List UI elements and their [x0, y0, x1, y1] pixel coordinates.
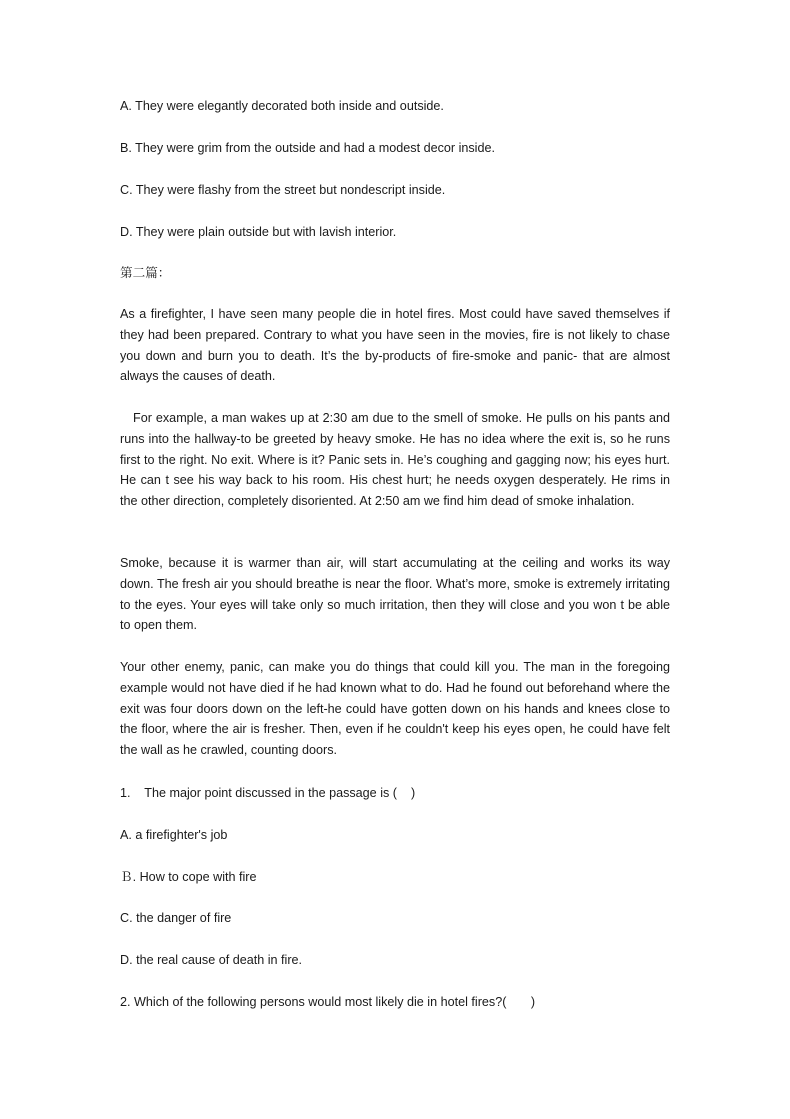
- passage1-option-b: B. They were grim from the outside and had a modest decor inside.: [120, 141, 495, 155]
- question1-option-d: D. the real cause of death in fire.: [120, 953, 303, 967]
- question2-stem: 2. Which of the following persons would most likely die in hotel fires?( ): [120, 995, 536, 1009]
- passage2-paragraph-3: Smoke, because it is warmer than air, will start accumulating at the ceiling and works its way down. The fresh air you should breathe is near the floor. What’s more, smoke is extremely irritating to the eyes. Your eyes will take only so much irritation, then they will close and you won t be able to open them.: [120, 556, 670, 633]
- question1-stem: 1. The major point discussed in the passage is ( ): [120, 786, 416, 800]
- passage1-option-d: D. They were plain outside but with lavish interior.: [120, 225, 397, 239]
- passage1-option-c: C. They were flashy from the street but nondescript inside.: [120, 183, 446, 197]
- passage2-paragraph-4: Your other enemy, panic, can make you do things that could kill you. The man in the foregoing example would not have died if he had known what to do. Had he found out beforehand where the exit was four doors down on the left-he could have gotten down on his hands and knees close to the floor, where the air is fresher. Then, even if he couldn't keep his eyes open, he could have felt the wall as he crawled, counting doors.: [120, 660, 670, 758]
- section-heading: 第二篇：: [120, 265, 171, 280]
- passage1-option-a: A. They were elegantly decorated both inside and outside.: [120, 99, 444, 113]
- passage2-paragraph-2: For example, a man wakes up at 2:30 am due to the smell of smoke. He pulls on his pants and runs into the hallway-to be greeted by heavy smoke. He has no idea where the exit is, so he runs first to the right. No exit. Where is it? Panic sets in. He’s coughing and gagging now; his eyes hurt. He can t see his way back to his room. His chest hurt; he needs oxygen desperately. He rims in the other direction, completely disoriented. At 2:50 am we find him dead of smoke inhalation.: [120, 411, 670, 509]
- question1-option-b: Ｂ. How to cope with fire: [120, 870, 257, 884]
- passage2-paragraph-1: As a firefighter, I have seen many people die in hotel fires. Most could have saved themselves if they had been prepared. Contrary to what you have seen in the movies, fire is not likely to chase you down and burn you to death. It’s the by-products of fire-smoke and panic- that are almost always the causes of death.: [120, 307, 670, 384]
- question1-option-c: C. the danger of fire: [120, 911, 232, 925]
- question1-option-a: A. a firefighter's job: [120, 828, 228, 842]
